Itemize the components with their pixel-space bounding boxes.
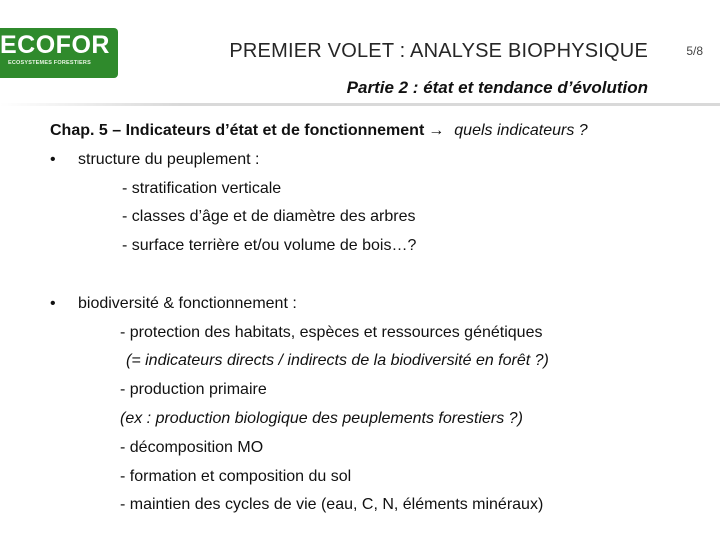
- list-item: - protection des habitats, espèces et ressources génétiques: [120, 323, 543, 341]
- slide-subtitle: Partie 2 : état et tendance d’évolution: [346, 78, 648, 97]
- header-divider: [0, 103, 720, 106]
- list-item-note: (ex : production biologique des peuplements forestiers ?): [120, 409, 523, 427]
- list-item: - surface terrière et/ou volume de bois…?: [122, 237, 417, 255]
- section-heading-biodiversity: biodiversité & fonctionnement :: [78, 294, 297, 312]
- section-heading-structure: structure du peuplement :: [78, 150, 260, 168]
- chapter-title: Chap. 5 – Indicateurs d’état et de fonctionnement: [50, 122, 425, 139]
- slide-body: [50, 117, 710, 520]
- list-item: - classes d’âge et de diamètre des arbres: [122, 208, 416, 226]
- logo-tagline: ECOSYSTEMES FORESTIERS: [8, 60, 91, 66]
- bullet-structure: [50, 146, 710, 175]
- page-number: 5/8: [686, 44, 703, 58]
- list-item: - stratification verticale: [122, 179, 282, 197]
- list-item: - production primaire: [120, 381, 267, 399]
- chapter-line: [50, 117, 710, 146]
- section-spacer: [50, 261, 710, 290]
- bullet-icon: •: [50, 294, 56, 312]
- list-item: - maintien des cycles de vie (eau, C, N, éléments minéraux): [120, 496, 544, 514]
- list-item: - décomposition MO: [120, 438, 264, 456]
- bullet-biodiversity: [50, 290, 710, 319]
- arrow-icon: →: [428, 122, 445, 139]
- logo-wordmark: ECOFOR: [0, 31, 110, 59]
- bullet-icon: •: [50, 150, 56, 168]
- slide-title: PREMIER VOLET : ANALYSE BIOPHYSIQUE: [229, 40, 648, 62]
- chapter-question: quels indicateurs ?: [454, 122, 588, 139]
- list-item: - formation et composition du sol: [120, 467, 352, 485]
- list-item-note: (= indicateurs directs / indirects de la biodiversité en forêt ?): [126, 352, 549, 370]
